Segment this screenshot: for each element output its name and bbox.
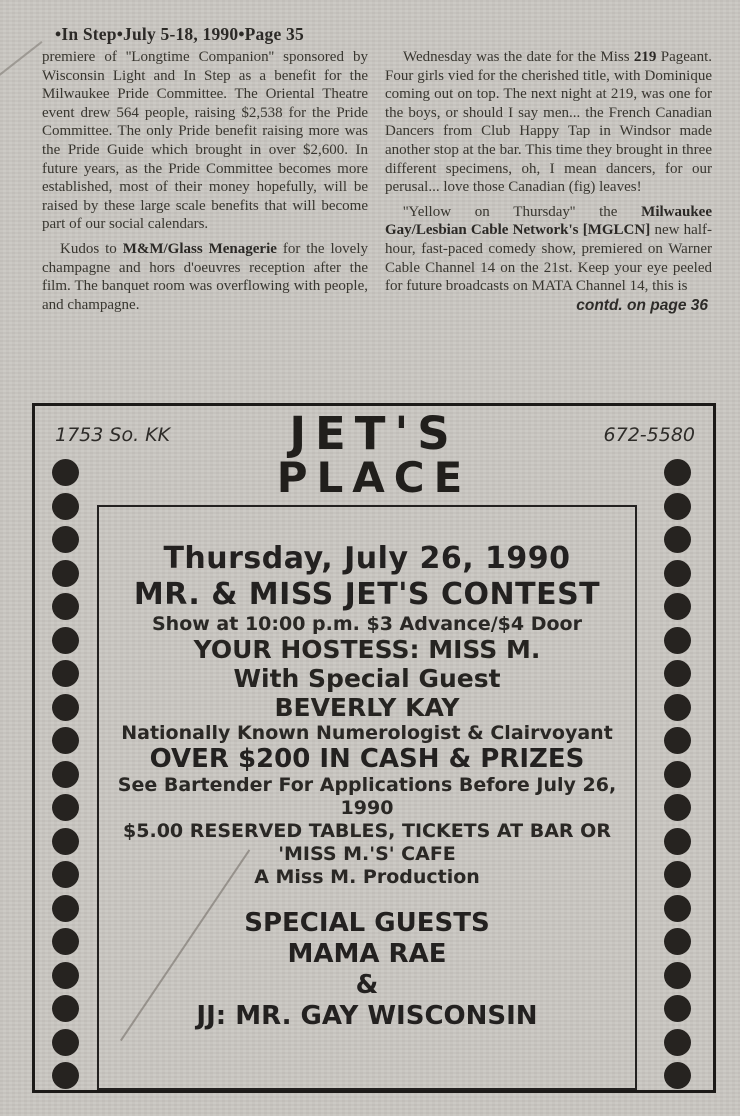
- text-segment: Pageant. Four girls vied for the cherished title, with Dominique coming out on top. The next night at 219, was one for the boys, or should I say men... the French Canadian Dancers from Club Happy Tap in Windsor made another stop at the bar. This time they brought in three different specimens, oh, I mean dancers, for our perusal... love those Canadian (fig) leaves!: [385, 49, 712, 196]
- bullet-dot: [664, 727, 691, 754]
- bullet-dot: [664, 1062, 691, 1089]
- bullet-dot: [664, 794, 691, 821]
- bullet-dot: [664, 895, 691, 922]
- venue-title-line2: PLACE: [276, 453, 472, 502]
- bullet-dot: [52, 895, 79, 922]
- bullet-dot: [664, 493, 691, 520]
- bullet-dot: [664, 962, 691, 989]
- event-date-headline: Thursday, July 26, 1990: [163, 541, 571, 576]
- right-paragraph-2: [385, 203, 712, 296]
- guest-name-line: BEVERLY KAY: [274, 693, 460, 722]
- right-paragraph-1: [385, 48, 712, 197]
- bullet-dot: [52, 660, 79, 687]
- ad-phone-number: 672-5580: [603, 424, 695, 446]
- production-credit: A Miss M. Production: [254, 866, 480, 888]
- text-segment: ''Yellow on Thursday'' the: [403, 203, 642, 220]
- bullet-dot: [52, 761, 79, 788]
- bullet-dot: [52, 459, 79, 486]
- bullet-dot: [664, 627, 691, 654]
- special-guests-heading: SPECIAL GUESTS: [244, 908, 490, 938]
- bullet-dot: [664, 928, 691, 955]
- bullet-dot: [52, 861, 79, 888]
- bullet-dot: [52, 526, 79, 553]
- bullet-dot: [52, 1062, 79, 1089]
- bullet-dot: [664, 694, 691, 721]
- bullet-dot: [52, 727, 79, 754]
- bullet-dot: [52, 962, 79, 989]
- tickets-line-2: 'MISS M.'S' CAFE: [278, 843, 456, 865]
- bold-venue-name: M&M/Glass Menagerie: [122, 240, 277, 257]
- hostess-line: YOUR HOSTESS: MISS M.: [193, 635, 541, 664]
- article-left-column: [42, 48, 368, 398]
- bullet-dot: [664, 593, 691, 620]
- decorative-dot-column-left: [52, 459, 79, 1089]
- bullet-dot: [664, 761, 691, 788]
- article-right-column: [385, 48, 712, 398]
- article-columns: [42, 48, 712, 398]
- bullet-dot: [52, 828, 79, 855]
- show-time-price: Show at 10:00 p.m. $3 Advance/$4 Door: [152, 613, 582, 635]
- bullet-dot: [52, 928, 79, 955]
- bullet-dot: [664, 459, 691, 486]
- bullet-dot: [52, 560, 79, 587]
- special-guest-2: JJ: MR. GAY WISCONSIN: [196, 1001, 538, 1031]
- applications-line: See Bartender For Applications Before July 26, 1990: [117, 774, 617, 819]
- event-name-headline: MR. & MISS JET'S CONTEST: [133, 577, 601, 612]
- bullet-dot: [664, 660, 691, 687]
- prizes-headline: OVER $200 IN CASH & PRIZES: [149, 744, 585, 774]
- bullet-dot: [664, 526, 691, 553]
- text-segment: Wednesday was the date for the Miss: [403, 49, 634, 65]
- bullet-dot: [52, 1029, 79, 1056]
- bullet-dot: [52, 794, 79, 821]
- jets-place-advertisement: [32, 403, 716, 1093]
- special-guest-1: MAMA RAE: [287, 939, 447, 969]
- continued-note: contd. on page 36: [576, 296, 708, 314]
- guest-description: Nationally Known Numerologist & Clairvoyant: [121, 722, 613, 744]
- ad-venue-title: [35, 407, 713, 502]
- bullet-dot: [52, 493, 79, 520]
- text-segment: new half-hour, fast-paced comedy show, premiered on Warner Cable Channel 14 on the 21st. Keep your eye peeled for future broadcasts on MATA Channel 14, this is: [385, 222, 712, 295]
- bullet-dot: [664, 560, 691, 587]
- ad-street-address: 1753 So. KK: [55, 424, 171, 446]
- bullet-dot: [664, 828, 691, 855]
- with-special-guest-line: With Special Guest: [233, 664, 501, 693]
- scan-crease-top: [0, 41, 43, 80]
- venue-title-line1: JET'S: [289, 407, 459, 460]
- left-paragraph-1: premiere of ''Longtime Companion'' sponsored by Wisconsin Light and In Step as a benefit for the Milwaukee Pride Committee. The Oriental Theatre event drew 564 people, raising $2,538 for the Pride Committee. The only Pride benefit raising more was the Pride Guide which brought in over $2,600. In future years, as the Pride Committee becomes more established, most of their money hopefully, will be raised by these large scale benefits that will become part of our social calendars.: [42, 49, 368, 233]
- bullet-dot: [52, 627, 79, 654]
- bullet-dot: [52, 995, 79, 1022]
- page-header: •In Step•July 5-18, 1990•Page 35: [55, 24, 304, 44]
- ad-inner-frame: [97, 505, 637, 1090]
- text-segment: for the lovely champagne and hors d'oeuvres reception after the film. The banquet room was overflowing with people, and champagne.: [42, 240, 368, 313]
- bullet-dot: [664, 1029, 691, 1056]
- bullet-dot: [52, 694, 79, 721]
- bullet-dot: [52, 593, 79, 620]
- bold-network-name: Milwaukee Gay/Lesbian Cable Network's [MGLCN]: [385, 203, 712, 239]
- text-segment: Kudos to: [60, 240, 123, 257]
- decorative-dot-column-right: [664, 459, 691, 1089]
- bullet-dot: [664, 861, 691, 888]
- left-paragraph-2: [42, 240, 368, 314]
- ampersand-line: &: [355, 970, 379, 1000]
- bullet-dot: [664, 995, 691, 1022]
- bold-bar-number: 219: [633, 49, 657, 65]
- tickets-line-1: $5.00 RESERVED TABLES, TICKETS AT BAR OR: [123, 820, 611, 842]
